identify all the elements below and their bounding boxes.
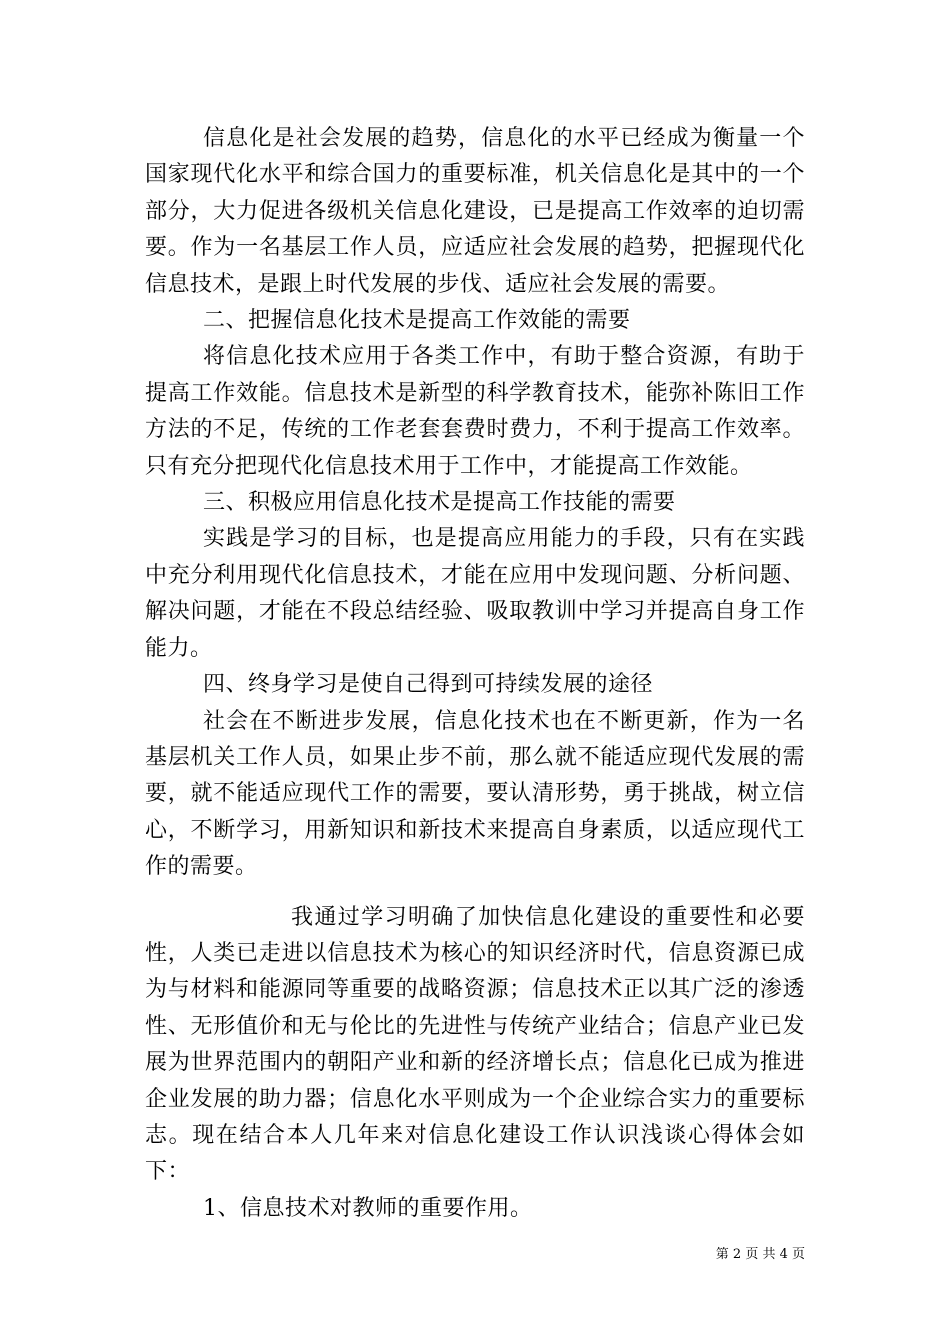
- section-heading-4: 四、终身学习是使自己得到可持续发展的途径: [203, 672, 654, 698]
- paragraph-intro: 信息化是社会发展的趋势，信息化的水平已经成为衡量一个国家现代化水平和综合国力的重要标准，机关信息化是其中的一个部分，大力促进各级机关信息化建设，已是提高工作效率的迫切需要。作为一名基层工作人员，应适应社会发展的趋势，把握现代化信息技术，是跟上时代发展的步伐、适应社会发展的需要。: [145, 126, 805, 297]
- list-item-1: 1、信息技术对教师的重要作用。: [203, 1195, 533, 1221]
- document-body: [145, 121, 805, 1227]
- section-heading-3: 三、积极应用信息化技术是提高工作技能的需要: [203, 490, 676, 516]
- paragraph-section-3: 实践是学习的目标，也是提高应用能力的手段，只有在实践中充分利用现代化信息技术，才能在应用中发现问题、分析问题、解决问题，才能在不段总结经验、吸取教训中学习并提高自身工作能力。: [145, 526, 805, 661]
- paragraph-summary: 我通过学习明确了加快信息化建设的重要性和必要性，人类已走进以信息技术为核心的知识经济时代，信息资源已成为与材料和能源同等重要的战略资源；信息技术正以其广泛的渗透性、无形值价和无与伦比的先进性与传统产业结合；信息产业已发展为世界范围内的朝阳产业和新的经济增长点；信息化已成为推进企业发展的助力器；信息化水平则成为一个企业综合实力的重要标志。现在结合本人几年来对信息化建设工作认识浅谈心得体会如下：: [145, 904, 805, 1185]
- page-number: 第 2 页 共 4 页: [715, 1247, 805, 1262]
- section-heading-2: 二、把握信息化技术是提高工作效能的需要: [203, 308, 631, 334]
- paragraph-section-4: 社会在不断进步发展，信息化技术也在不断更新，作为一名基层机关工作人员，如果止步不前，那么就不能适应现代发展的需要，就不能适应现代工作的需要，要认清形势，勇于挑战，树立信心，不断学习，用新知识和新技术来提高自身素质，以适应现代工作的需要。: [145, 708, 805, 880]
- paragraph-section-2: 将信息化技术应用于各类工作中，有助于整合资源，有助于提高工作效能。信息技术是新型的科学教育技术，能弥补陈旧工作方法的不足，传统的工作老套套费时费力，不利于提高工作效率。只有充分把现代化信息技术用于工作中，才能提高工作效能。: [145, 344, 805, 479]
